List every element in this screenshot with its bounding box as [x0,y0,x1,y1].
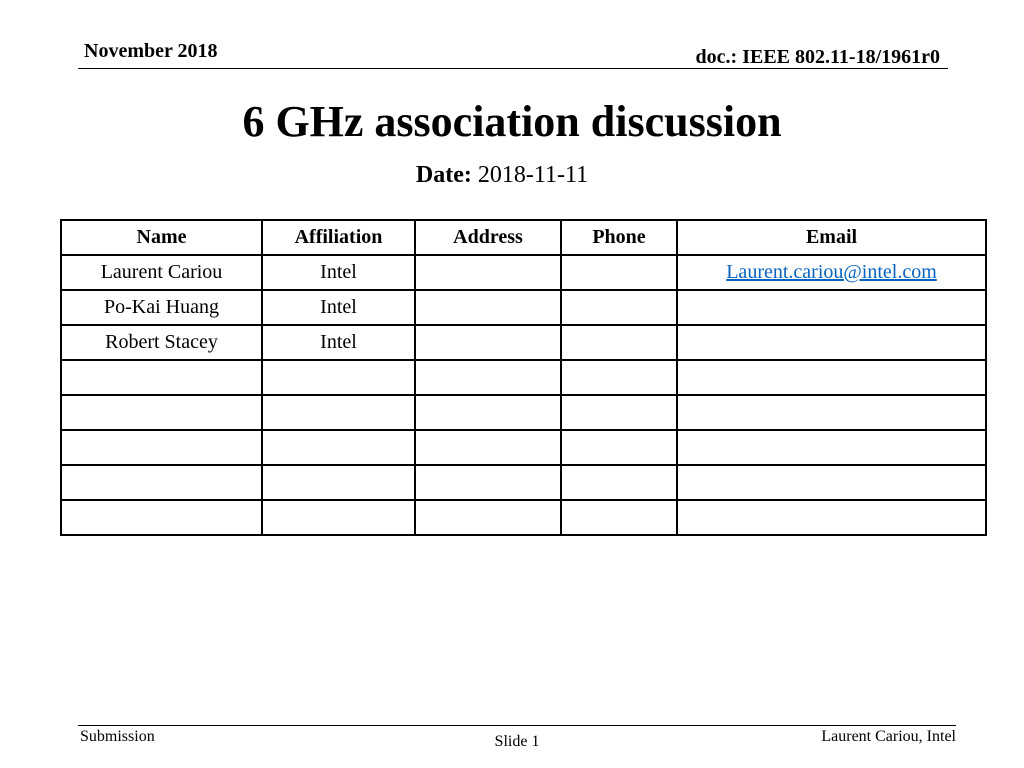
table-row [61,500,986,535]
cell-phone [561,500,677,535]
table-row [61,290,986,325]
cell-name: Po-Kai Huang [61,290,262,325]
cell-phone [561,290,677,325]
table-row [61,430,986,465]
cell-affiliation [262,360,415,395]
cell-email [677,465,986,500]
column-header-affiliation: Affiliation [262,220,415,255]
cell-email [677,325,986,360]
cell-name: Robert Stacey [61,325,262,360]
header-date: November 2018 [84,40,218,62]
cell-email [677,500,986,535]
cell-address [415,395,561,430]
date-value: 2018-11-11 [477,162,589,188]
cell-phone [561,360,677,395]
cell-affiliation [262,430,415,465]
column-header-name: Name [61,220,262,255]
column-header-email: Email [677,220,986,255]
cell-name [61,430,262,465]
cell-affiliation: Intel [262,255,415,290]
slide-title: 6 GHz association discussion [242,97,782,146]
footer-author: Laurent Cariou, Intel [821,728,956,745]
header-divider [78,68,948,69]
cell-name [61,500,262,535]
table-row [61,325,986,360]
column-header-phone: Phone [561,220,677,255]
table-header-row [61,220,986,255]
cell-name [61,395,262,430]
cell-address [415,290,561,325]
cell-address [415,430,561,465]
cell-address [415,360,561,395]
table-row [61,255,986,290]
cell-affiliation [262,395,415,430]
cell-name: Laurent Cariou [61,255,262,290]
cell-phone [561,465,677,500]
cell-affiliation [262,465,415,500]
cell-name [61,360,262,395]
cell-address [415,465,561,500]
footer-divider [78,725,956,726]
table-row [61,360,986,395]
cell-phone [561,395,677,430]
cell-phone [561,325,677,360]
cell-phone [561,430,677,465]
cell-address [415,500,561,535]
header-doc-number: doc.: IEEE 802.11-18/1961r0 [695,46,940,68]
authors-table [60,219,987,536]
cell-affiliation: Intel [262,325,415,360]
cell-address [415,325,561,360]
footer-submission: Submission [80,728,155,745]
cell-affiliation [262,500,415,535]
cell-address [415,255,561,290]
date-label: Date: [415,162,472,188]
column-header-address: Address [415,220,561,255]
cell-phone [561,255,677,290]
cell-email [677,255,986,290]
cell-email [677,290,986,325]
table-row [61,465,986,500]
footer-slide-number: Slide 1 [494,733,540,750]
cell-name [61,465,262,500]
date-line [0,160,1004,190]
cell-email [677,430,986,465]
table-row [61,395,986,430]
cell-email [677,360,986,395]
email-link[interactable]: Laurent.cariou@intel.com [726,261,937,283]
cell-email [677,395,986,430]
cell-affiliation: Intel [262,290,415,325]
